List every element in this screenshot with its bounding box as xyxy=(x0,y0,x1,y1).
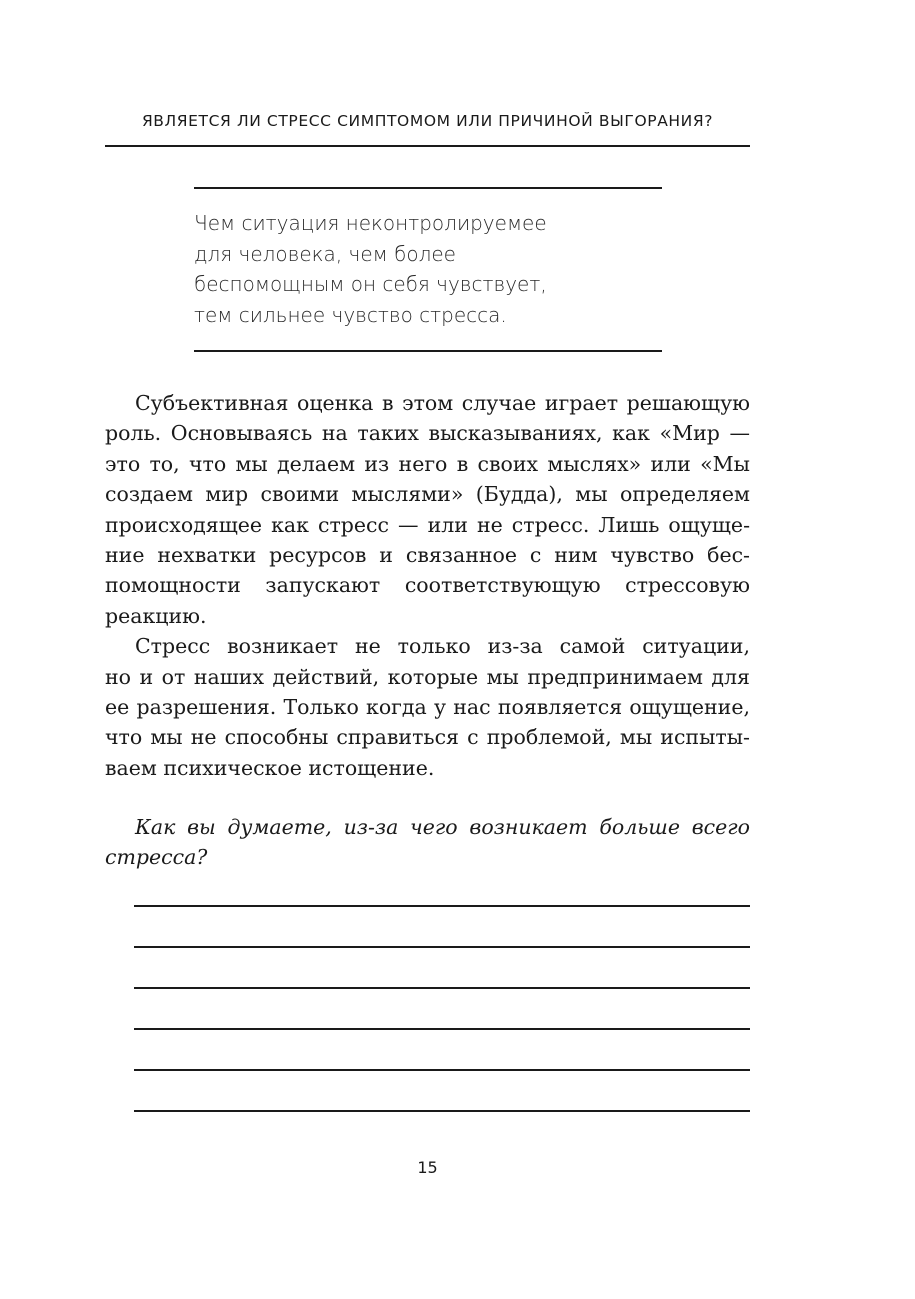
paragraph-1-line: создаем мир своими мыслями» (Будда), мы определяем xyxy=(105,482,750,507)
paragraph-2-line: но и от наших действий, которые мы предпринимаем для xyxy=(105,664,750,689)
answer-line[interactable] xyxy=(134,987,750,989)
pull-quote-top-rule xyxy=(194,187,662,189)
paragraph-1-line: помощности запускают соответствующую стрессовую xyxy=(105,573,750,598)
paragraph-2-line: ее разрешения. Только когда у нас появляется ощущение, xyxy=(105,695,750,720)
question-line: стресса? xyxy=(105,845,208,870)
paragraph-2-line: Стресс возникает не только из-за самой ситуации, xyxy=(135,634,750,659)
answer-line[interactable] xyxy=(134,905,750,907)
pull-quote xyxy=(194,208,664,330)
paragraph-1-line: Субъективная оценка в этом случае играет решающую xyxy=(135,391,750,415)
question-line: Как вы думаете, из-за чего возникает больше всего xyxy=(135,815,750,839)
paragraph-1-line: происходящее как стресс — или не стресс. Лишь ощуще- xyxy=(105,512,750,537)
header-rule xyxy=(105,145,750,147)
paragraph-2-line: ваем психическое истощение. xyxy=(105,755,435,780)
answer-line[interactable] xyxy=(134,946,750,948)
pull-quote-line: Чем ситуация неконтролируемее xyxy=(194,211,547,235)
paragraph-1-line: реакцию. xyxy=(105,603,207,628)
page-number: 15 xyxy=(417,1158,438,1177)
running-header: ЯВЛЯЕТСЯ ЛИ СТРЕСС СИМПТОМОМ ИЛИ ПРИЧИНОЙ ВЫГОРАНИЯ? xyxy=(141,112,714,130)
paragraph-2-line: что мы не способны справиться с проблемой, мы испыты- xyxy=(105,725,750,750)
paragraph-1-line: роль. Основываясь на таких высказываниях, как «Мир — xyxy=(105,421,750,446)
pull-quote-line: для человека, чем более xyxy=(194,241,456,266)
answer-line[interactable] xyxy=(134,1110,750,1112)
body-text xyxy=(105,388,750,783)
answer-line[interactable] xyxy=(134,1028,750,1030)
pull-quote-line: тем сильнее чувство стресса. xyxy=(194,302,507,327)
paragraph-1-line: ние нехватки ресурсов и связанное с ним чувство бес- xyxy=(105,543,750,568)
pull-quote-line: беспомощным он себя чувствует, xyxy=(194,272,547,296)
answer-line[interactable] xyxy=(134,1069,750,1071)
exercise-question xyxy=(105,812,750,873)
pull-quote-bottom-rule xyxy=(194,350,662,352)
paragraph-1-line: это то, что мы делаем из него в своих мыслях» или «Мы xyxy=(105,451,750,476)
